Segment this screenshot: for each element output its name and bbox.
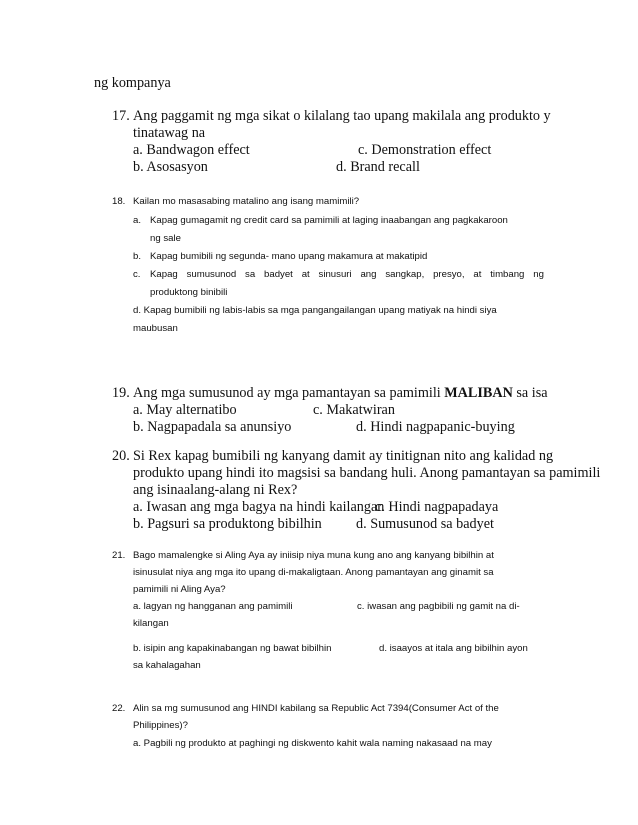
word: Kapag (150, 269, 178, 280)
question-text: Kailan mo masasabing matalino ang isang mamimili? (133, 196, 360, 207)
question-text: pamimili ni Aling Aya? (133, 584, 226, 595)
choice-a: a. May alternatibo (133, 402, 237, 418)
word: sangkap, (385, 269, 425, 280)
choice-b: b. Asosasyon (133, 159, 208, 175)
choice-a: a. Iwasan ang mga bagya na hindi kailangan (133, 499, 385, 515)
choice-a: a. lagyan ng hangganan ang pamimili (133, 601, 293, 612)
choice-b-cont: sa kahalagahan (133, 660, 201, 671)
choice-c-cont: produktong binibili (150, 287, 228, 298)
choice-c: c. Demonstration effect (358, 142, 492, 158)
word: at (473, 269, 482, 280)
word: presyo, (433, 269, 465, 280)
word: at (301, 269, 310, 280)
choice-b: b. Nagpapadala sa anunsiyo (133, 419, 292, 435)
question-text: Bago mamalengke si Aling Aya ay iniisip niya muna kung ano ang kanyang bibilhin at (133, 550, 494, 561)
choice-d: d. Brand recall (336, 159, 420, 175)
continued-fragment: ng kompanya (94, 75, 171, 91)
choice-c (150, 269, 544, 280)
choice-c-cont: kilangan (133, 618, 169, 629)
word: ang (360, 269, 377, 280)
question-text-end: sa isa (512, 385, 548, 401)
question-number: 22. (112, 703, 126, 714)
question-text-start: Ang mga sumusunod ay mga pamantayan sa pamimili (133, 385, 445, 401)
choice-a-label: a. (133, 215, 142, 226)
question-number: 21. (112, 550, 126, 561)
choice-c: c. Makatwiran (313, 402, 395, 418)
choice-a-text: Kapag gumagamit ng credit card sa pamimili at laging inaabangan ang pagkakaroon (150, 215, 508, 226)
choice-c: c. iwasan ang pagbibili ng gamit na di- (357, 601, 520, 612)
choice-d: d. Hindi nagpapanic-buying (356, 419, 515, 435)
choice-b: b. Pagsuri sa produktong bibilhin (133, 516, 322, 532)
word: sa (245, 269, 256, 280)
question-text (133, 385, 548, 401)
question-text: isinusulat niya ang mga ito upang di-makaligtaan. Anong pamantayan ang ginamit sa (133, 567, 494, 578)
question-number: 20. (112, 448, 130, 464)
choice-b: Kapag bumibili ng segunda- mano upang makamura at makatipid (150, 251, 428, 262)
choice-c: c. Hindi nagpapadaya (375, 499, 499, 515)
choice-a-cont: ng sale (150, 233, 181, 244)
choice-d: d. isaayos at itala ang bibilhin ayon (379, 643, 528, 654)
question-number: 19. (112, 385, 130, 401)
choice-a: a. Bandwagon effect (133, 142, 250, 158)
question-text: ang isinaalang-alang ni Rex? (133, 482, 298, 498)
emphasis-word: MALIBAN (444, 385, 513, 401)
question-text: Alin sa mg sumusunod ang HINDI kabilang sa Republic Act 7394(Consumer Act of the (133, 703, 499, 714)
choice-b: b. isipin ang kapakinabangan ng bawat bibilhin (133, 643, 332, 654)
choice-b-label: b. (133, 251, 142, 262)
question-text: Ang paggamit ng mga sikat o kilalang tao upang makilala ang produkto y (133, 108, 551, 124)
choice-a (150, 215, 544, 226)
choice-c-label: c. (133, 269, 141, 280)
word: sumusunod (186, 269, 237, 280)
question-number: 17. (112, 108, 130, 124)
choice-d: d. Sumusunod sa badyet (356, 516, 494, 532)
question-text: produkto upang hindi ito magsisi sa bandang huli. Anong pamantayan sa pamimili (133, 465, 601, 481)
choice-d-cont: maubusan (133, 323, 178, 334)
word: ng (533, 269, 544, 280)
question-text: Si Rex kapag bumibili ng kanyang damit ay tinitignan nito ang kalidad ng (133, 448, 554, 464)
word: badyet (264, 269, 293, 280)
choice-a: a. Pagbili ng produkto at paghingi ng diskwento kahit wala naming nakasaad na may (133, 738, 492, 749)
word: sinusuri (318, 269, 352, 280)
question-number: 18. (112, 196, 126, 207)
word: timbang (490, 269, 525, 280)
choice-d: d. Kapag bumibili ng labis-labis sa mga pangangailangan upang matiyak na hindi siya (133, 305, 497, 316)
question-text: Philippines)? (133, 720, 188, 731)
question-text: tinatawag na (133, 125, 206, 141)
